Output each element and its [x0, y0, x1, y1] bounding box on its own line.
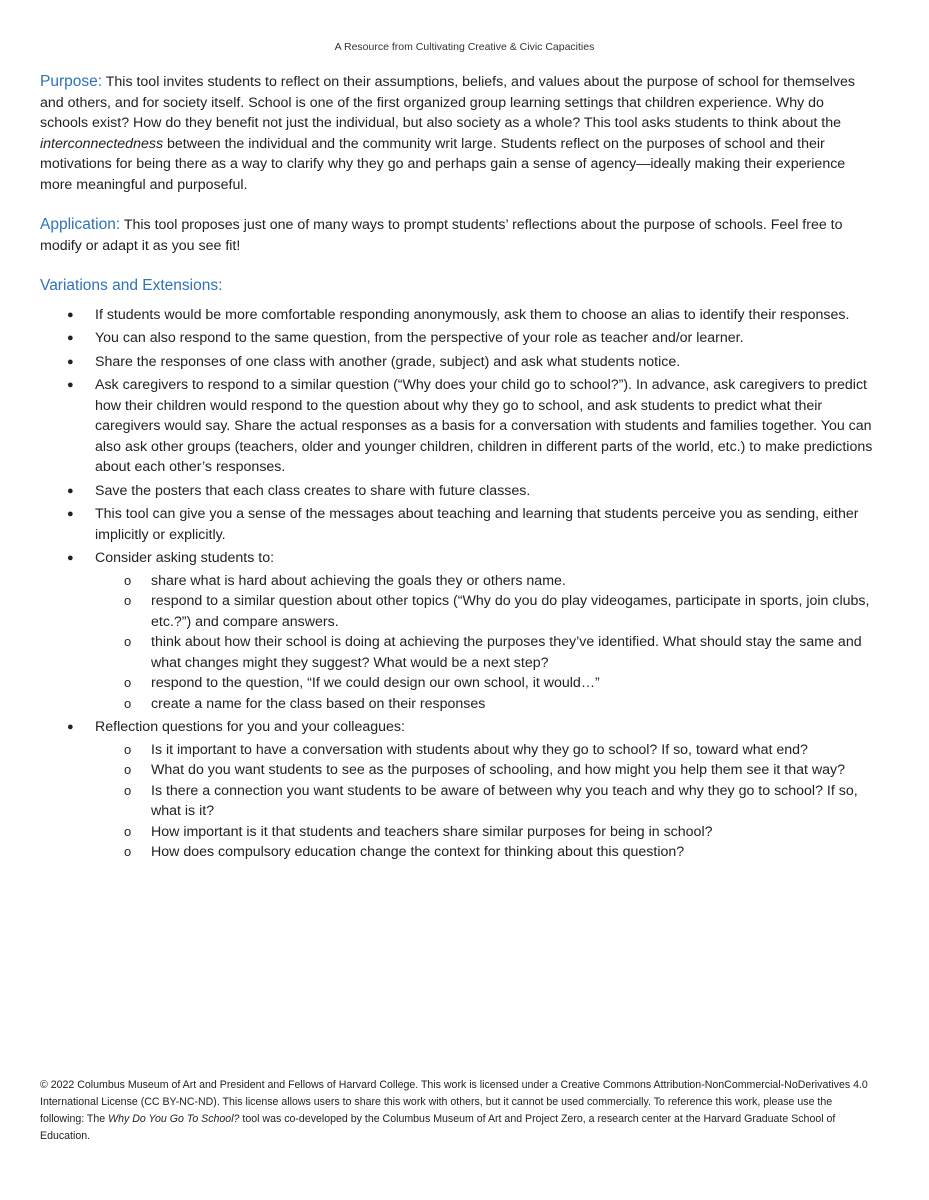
- consider-item: [40, 548, 875, 714]
- footer-text-after: tool was co-developed by the Columbus Museum of Art and Project Zero, a research center at the Harvard Graduate School of Education.: [40, 1113, 836, 1142]
- footer-text-before: © 2022 Columbus Museum of Art and President and Fellows of Harvard College. This work is licensed under a Creative Commons Attribution-NonCommercial-NoDerivatives 4.0 International License (CC BY-NC-ND). This license allows users to share this work with others, but it cannot be used commercially. To reference this work, please use the following: The: [40, 1079, 868, 1125]
- sub-list-item: o think about how their school is doing at achieving the purposes they’ve identified. What should stay the same and what changes might they suggest? What would be a next step?: [95, 632, 875, 673]
- application-label: Application:: [40, 216, 121, 233]
- document-body: [40, 72, 875, 866]
- purpose-text-after: between the individual and the community writ large. Students reflect on the purposes of school and their motivations for being there as a way to clarify why they go and perhaps gain a sense of agency—ideally making their experience more meaningful and purposeful.: [40, 135, 846, 193]
- list-item: ● Save the posters that each class creates to share with future classes.: [40, 481, 875, 502]
- consider-sublist: [95, 571, 875, 715]
- sub-list-item: o Is there a connection you want students to be aware of between why you teach and why they go to school? If so, what is it?: [95, 781, 875, 822]
- sub-list-item: o create a name for the class based on their responses: [95, 694, 875, 715]
- reflection-item: [40, 717, 875, 863]
- variations-list: [40, 305, 875, 863]
- consider-label: Consider asking students to:: [95, 550, 275, 566]
- list-item: ● If students would be more comfortable responding anonymously, ask them to choose an alias to identify their responses.: [40, 305, 875, 326]
- purpose-label: Purpose:: [40, 73, 103, 90]
- purpose-emphasis: interconnectedness: [40, 135, 164, 152]
- sub-list-item: o How important is it that students and teachers share similar purposes for being in school?: [95, 822, 875, 843]
- license-footer: [40, 1077, 875, 1145]
- footer-tool-title: Why Do You Go To School?: [108, 1113, 240, 1125]
- list-item: ● You can also respond to the same question, from the perspective of your role as teacher and/or learner.: [40, 328, 875, 349]
- variations-heading: Variations and Extensions:: [40, 277, 223, 294]
- list-item: ● Ask caregivers to respond to a similar question (“Why does your child go to school?”). In advance, ask caregivers to predict how their children would respond to the question about why they go to school, and ask students to predict what their caregivers would say. Share the actual responses as a basis for a conversation with students and families together. You can also ask other groups (teachers, older and younger children, children in different parts of the world, etc.) to make predictions about each other’s responses.: [40, 375, 875, 478]
- sub-list-item: o respond to a similar question about other topics (“Why do you do play videogames, participate in sports, join clubs, etc.?”) and compare answers.: [95, 591, 875, 632]
- application-paragraph: [40, 215, 875, 256]
- application-text: This tool proposes just one of many ways to prompt students’ reflections about the purpose of schools. Feel free to modify or adapt it as you see fit!: [40, 217, 843, 254]
- sub-list-item: o How does compulsory education change the context for thinking about this question?: [95, 842, 875, 863]
- sub-list-item: o What do you want students to see as the purposes of schooling, and how might you help them see it that way?: [95, 760, 875, 781]
- list-item: ● This tool can give you a sense of the messages about teaching and learning that students perceive you as sending, either implicitly or explicitly.: [40, 504, 875, 545]
- page-header: A Resource from Cultivating Creative & Civic Capacities: [334, 41, 595, 53]
- sub-list-item: o Is it important to have a conversation with students about why they go to school? If so, toward what end?: [95, 740, 875, 761]
- purpose-paragraph: [40, 72, 875, 195]
- reflection-label: Reflection questions for you and your colleagues:: [95, 719, 405, 735]
- sub-list-item: o share what is hard about achieving the goals they or others name.: [95, 571, 875, 592]
- reflection-sublist: [95, 740, 875, 863]
- purpose-text-before: This tool invites students to reflect on their assumptions, beliefs, and values about the purpose of school for themselves and others, and for society itself. School is one of the first organized group learning settings that children experience. Why do schools exist? How do they benefit not just the individual, but also society as a whole? This tool asks students to think about the: [40, 74, 855, 131]
- list-item: ● Share the responses of one class with another (grade, subject) and ask what students notice.: [40, 352, 875, 373]
- sub-list-item: o respond to the question, “If we could design our own school, it would…”: [95, 673, 875, 694]
